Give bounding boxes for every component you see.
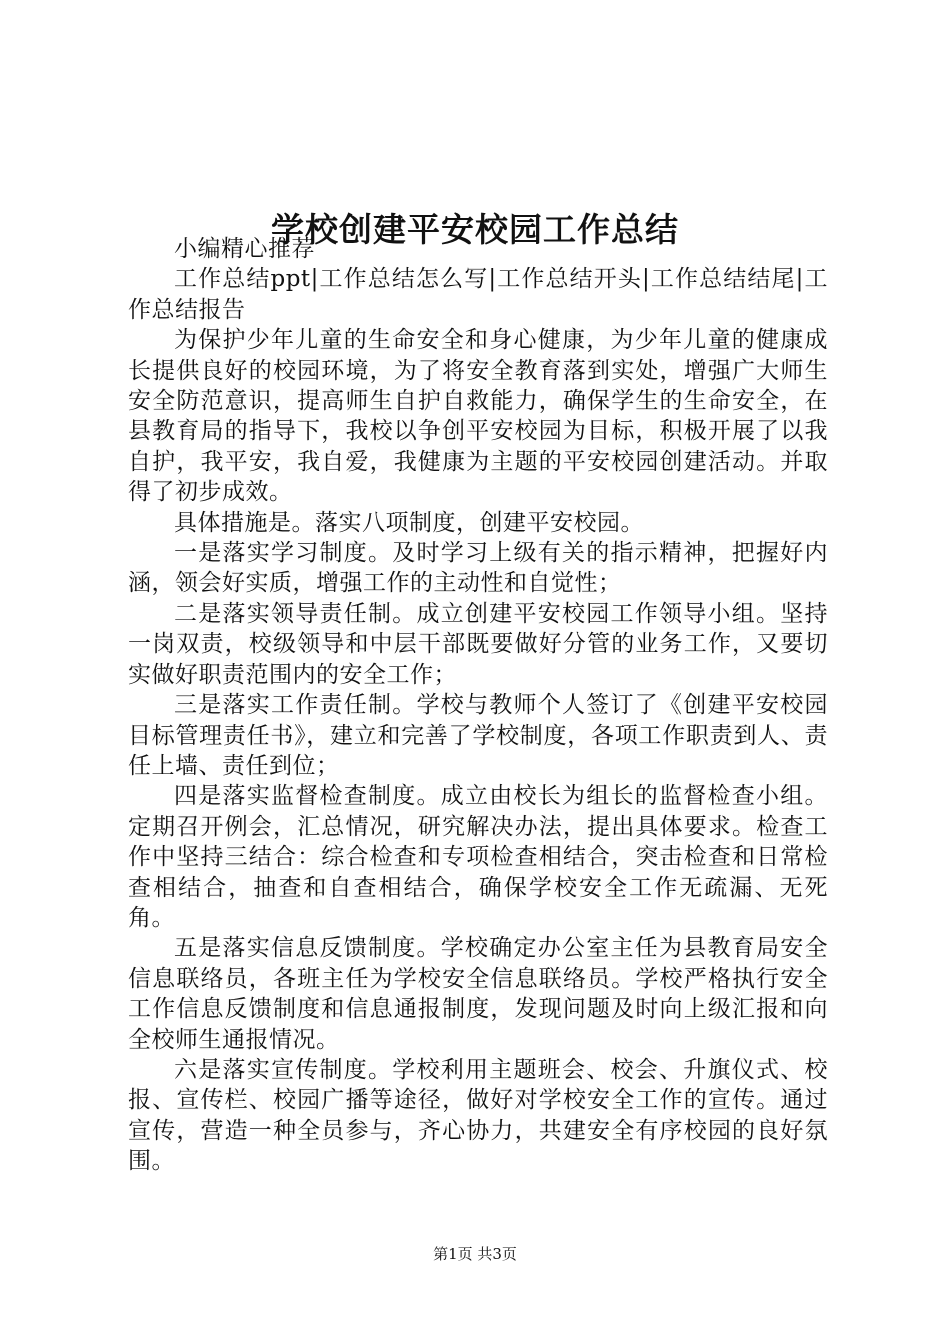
paragraph-item-6: 六是落实宣传制度。学校利用主题班会、校会、升旗仪式、校报、宣传栏、校园广播等途径，做好对学校安全工作的宣传。通过宣传，营造一种全员参与，齐心协力，共建安全有序校园的良好氛围。 xyxy=(128,1056,828,1175)
document-body xyxy=(128,234,828,1177)
document-title: 学校创建平安校园工作总结 xyxy=(271,210,679,250)
recommend-label: 小编精心推荐 xyxy=(174,236,315,262)
paragraph-item-3: 三是落实工作责任制。学校与教师个人签订了《创建平安校园目标管理责任书》，建立和完善了学校制度，各项工作职责到人、责任上墙、责任到位； xyxy=(128,692,828,779)
paragraph-item-2: 二是落实领导责任制。成立创建平安校园工作领导小组。坚持一岗双责，校级领导和中层干部既要做好分管的业务工作，又要切实做好职责范围内的安全工作； xyxy=(128,600,828,688)
related-links-line: 工作总结ppt|工作总结怎么写|工作总结开头|工作总结结尾|工作总结报告 xyxy=(128,266,828,323)
page-number-footer: 第1页 共3页 xyxy=(433,1245,517,1263)
paragraph-item-1: 一是落实学习制度。及时学习上级有关的指示精神，把握好内涵，领会好实质，增强工作的主动性和自觉性； xyxy=(128,540,828,597)
paragraph-measures: 具体措施是。落实八项制度，创建平安校园。 xyxy=(174,509,644,536)
paragraph-item-5: 五是落实信息反馈制度。学校确定办公室主任为县教育局安全信息联络员，各班主任为学校安全信息联络员。学校严格执行安全工作信息反馈制度和信息通报制度，发现问题及时向上级汇报和向全校师生通报情况。 xyxy=(128,935,828,1053)
paragraph-item-4: 四是落实监督检查制度。成立由校长为组长的监督检查小组。定期召开例会，汇总情况，研究解决办法，提出具体要求。检查工作中坚持三结合：综合检查和专项检查相结合，突击检查和日常检查相结合，抽查和自查相结合，确保学校安全工作无疏漏、无死角。 xyxy=(128,783,828,931)
paragraph-intro: 为保护少年儿童的生命安全和身心健康，为少年儿童的健康成长提供良好的校园环境，为了将安全教育落到实处，增强广大师生安全防范意识，提高师生自护自救能力，确保学生的生命安全，在县教育局的指导下，我校以争创平安校园为目标，积极开展了以我自护，我平安，我自爱，我健康为主题的平安校园创建活动。并取得了初步成效。 xyxy=(128,327,828,506)
